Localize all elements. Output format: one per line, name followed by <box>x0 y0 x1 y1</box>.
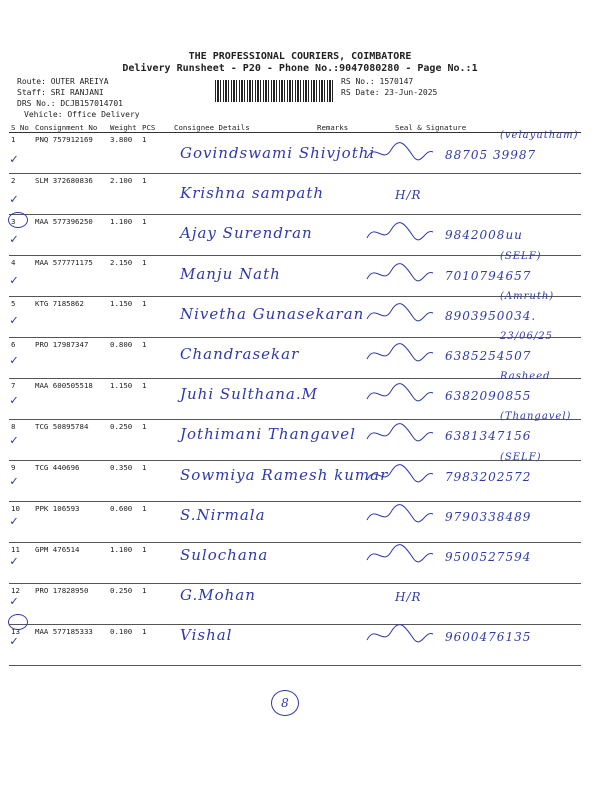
col-header-sno: S No <box>9 122 33 133</box>
col-header-pcs: PCS <box>140 122 172 133</box>
cell-consignment: PRO 17987347 <box>33 338 108 379</box>
cell-weight: 1.100 <box>108 543 140 584</box>
cell-pcs: 1 <box>140 543 172 584</box>
consignee-handwriting: S.Nirmala <box>180 505 266 524</box>
cell-weight: 1.150 <box>108 297 140 338</box>
cell-pcs: 1 <box>140 420 172 461</box>
cell-sno: 11 <box>9 543 33 584</box>
cell-sno: 9 <box>9 461 33 502</box>
col-header-consignee: Consignee Details <box>172 122 315 133</box>
signature-note: (SELF) <box>500 250 542 262</box>
cell-consignment: MAA 600505518 <box>33 379 108 420</box>
signature-handwriting: 9842008uu <box>445 228 523 243</box>
cell-weight: 0.100 <box>108 625 140 666</box>
cell-weight: 2.100 <box>108 174 140 215</box>
signature-note: (velayutham) <box>500 130 579 141</box>
signature-note: (Thangavel) <box>500 411 572 423</box>
cell-weight: 3.800 <box>108 133 140 174</box>
cell-pcs: 1 <box>140 215 172 256</box>
cell-pcs: 1 <box>140 461 172 502</box>
signature-handwriting: 6381347156 <box>445 429 532 444</box>
cell-sno: 13 <box>9 625 33 666</box>
cell-weight: 1.150 <box>108 379 140 420</box>
barcode <box>215 80 333 102</box>
signature-scribble <box>365 462 435 488</box>
cell-sno: 8 <box>9 420 33 461</box>
signature-stroke <box>367 504 433 521</box>
cell-consignment: PPK 106593 <box>33 502 108 543</box>
remarks-cell <box>315 625 365 666</box>
cell-weight: 0.600 <box>108 502 140 543</box>
remarks-cell <box>315 584 365 625</box>
consignee-handwriting: Vishal <box>180 626 233 645</box>
cell-consignment: PNQ 757912169 <box>33 133 108 174</box>
consignee-handwriting: Ajay Surendran <box>180 224 313 243</box>
cell-weight: 2.150 <box>108 256 140 297</box>
check-mark-icon: ✓ <box>10 152 18 167</box>
cell-sno: 1 <box>9 133 33 174</box>
table-header-row <box>9 122 581 133</box>
signature-handwriting: 7983202572 <box>445 469 532 484</box>
cell-pcs: 1 <box>140 379 172 420</box>
cell-consignment: TCG 50895784 <box>33 420 108 461</box>
runsheet-title: Delivery Runsheet - P20 - Phone No.:9047080280 - Page No.:1 <box>122 63 478 74</box>
check-mark-icon: ✓ <box>10 192 18 208</box>
cell-weight: 1.100 <box>108 215 140 256</box>
cell-sno: 5 <box>9 297 33 338</box>
table-row <box>9 584 581 625</box>
company-title: THE PROFESSIONAL COURIERS, COIMBATORE <box>188 51 412 62</box>
signature-handwriting: 9600476135 <box>445 630 532 645</box>
consignee-handwriting: Juhi Sulthana.M <box>180 385 318 404</box>
check-mark-icon: ✓ <box>10 232 18 248</box>
cell-sno: 3 <box>9 215 33 256</box>
col-header-signature: Seal & Signature <box>365 122 581 133</box>
consignee-handwriting: Chandrasekar <box>180 345 300 363</box>
check-mark-icon: ✓ <box>10 433 18 449</box>
signature-scribble <box>365 261 435 287</box>
check-mark-icon: ✓ <box>10 473 18 489</box>
consignee-handwriting: Sowmiya Ramesh kumar <box>180 465 389 484</box>
check-mark-icon: ✓ <box>10 312 18 328</box>
cell-consignment: MAA 577185333 <box>33 625 108 666</box>
cell-pcs: 1 <box>140 133 172 174</box>
signature-scribble <box>365 381 435 407</box>
cell-weight: 0.250 <box>108 420 140 461</box>
signature-stroke <box>367 223 433 240</box>
signature-handwriting: 88705 39987 <box>445 148 537 162</box>
cell-pcs: 1 <box>140 502 172 543</box>
cell-consignment: KTG 7185862 <box>33 297 108 338</box>
remarks-cell <box>315 502 365 543</box>
signature-scribble <box>365 502 435 528</box>
signature-scribble <box>365 220 435 246</box>
consignee-handwriting: Nivetha Gunasekaran <box>180 304 365 323</box>
rs-date: RS Date: 23-Jun-2025 <box>341 88 438 97</box>
check-mark-icon: ✓ <box>10 353 18 368</box>
cell-sno: 6 <box>9 338 33 379</box>
check-mark-icon: ✓ <box>10 513 18 529</box>
cell-sno: 4 <box>9 256 33 297</box>
cell-pcs: 1 <box>140 174 172 215</box>
rs-number: RS No.: 1570147 <box>341 77 414 86</box>
check-mark-icon: ✓ <box>10 272 18 288</box>
signature-note: Rasheed <box>500 371 551 383</box>
signature-stroke <box>367 424 433 441</box>
remarks-cell <box>315 215 365 256</box>
signature-scribble <box>365 341 435 367</box>
remarks-cell <box>315 256 365 297</box>
cell-consignment: MAA 577396250 <box>33 215 108 256</box>
signature-handwriting: 8903950034. <box>445 308 537 323</box>
signature-handwriting: H/R <box>395 188 422 203</box>
check-mark-icon: ✓ <box>10 634 18 650</box>
check-mark-icon: ✓ <box>10 393 18 409</box>
signature-scribble <box>365 140 435 166</box>
consignee-handwriting: G.Mohan <box>180 586 256 605</box>
route-label: Route: OUTER AREIYA <box>17 77 109 86</box>
cell-consignment: PRO 17828950 <box>33 584 108 625</box>
signature-stroke <box>367 303 433 320</box>
signature-stroke <box>367 143 433 160</box>
signature-scribble <box>365 622 435 648</box>
cell-consignment: GPM 476514 <box>33 543 108 584</box>
remarks-cell <box>315 338 365 379</box>
signature-handwriting: 7010794657 <box>445 268 532 283</box>
consignee-handwriting: Sulochana <box>180 546 269 564</box>
signature-note: (Amruth) <box>500 290 555 302</box>
col-header-weight: Weight <box>108 122 140 133</box>
cell-pcs: 1 <box>140 338 172 379</box>
cell-pcs: 1 <box>140 625 172 666</box>
remarks-cell <box>315 379 365 420</box>
consignee-handwriting: Manju Nath <box>180 264 281 283</box>
signature-handwriting: 9790338489 <box>445 509 532 524</box>
signature-handwriting: 6382090855 <box>445 389 532 404</box>
signature-handwriting: 6385254507 <box>445 349 532 363</box>
cell-sno: 10 <box>9 502 33 543</box>
consignee-handwriting: Govindswami Shivjothi <box>180 144 376 162</box>
check-mark-icon: ✓ <box>10 554 18 569</box>
staff-label: Staff: SRI RANJANI <box>17 88 104 97</box>
cell-sno: 2 <box>9 174 33 215</box>
cell-consignment: MAA 577771175 <box>33 256 108 297</box>
drs-number: DRS No.: DCJB157014701 <box>17 99 123 108</box>
signature-handwriting: H/R <box>395 590 422 605</box>
cell-pcs: 1 <box>140 256 172 297</box>
signature-scribble <box>365 301 435 327</box>
signature-stroke <box>367 263 433 280</box>
signature-scribble <box>365 542 435 568</box>
cell-weight: 0.250 <box>108 584 140 625</box>
remarks-cell <box>315 543 365 584</box>
cell-pcs: 1 <box>140 584 172 625</box>
signature-stroke <box>367 344 433 361</box>
col-header-remarks: Remarks <box>315 122 365 133</box>
signature-stroke <box>367 384 433 401</box>
signature-stroke <box>367 464 433 481</box>
cell-consignment: TCG 440696 <box>33 461 108 502</box>
signature-handwriting: 9500527594 <box>445 550 532 564</box>
signature-note: 23/06/25 <box>500 331 553 342</box>
signature-note: (SELF) <box>500 451 542 463</box>
signature-stroke <box>367 545 433 562</box>
signature-stroke <box>367 625 433 642</box>
signature-scribble <box>365 421 435 447</box>
cell-weight: 0.350 <box>108 461 140 502</box>
cell-sno: 7 <box>9 379 33 420</box>
cell-sno: 12 <box>9 584 33 625</box>
page-number-mark: 8 <box>271 690 299 716</box>
consignee-handwriting: Krishna sampath <box>180 184 325 203</box>
cell-pcs: 1 <box>140 297 172 338</box>
vehicle-label: Vehicle: Office Delivery <box>24 110 140 119</box>
cell-weight: 0.800 <box>108 338 140 379</box>
cell-consignment: SLM 372680836 <box>33 174 108 215</box>
check-mark-icon: ✓ <box>10 594 18 610</box>
consignee-handwriting: Jothimani Thangavel <box>180 425 356 444</box>
col-header-consignment: Consignment No <box>33 122 108 133</box>
